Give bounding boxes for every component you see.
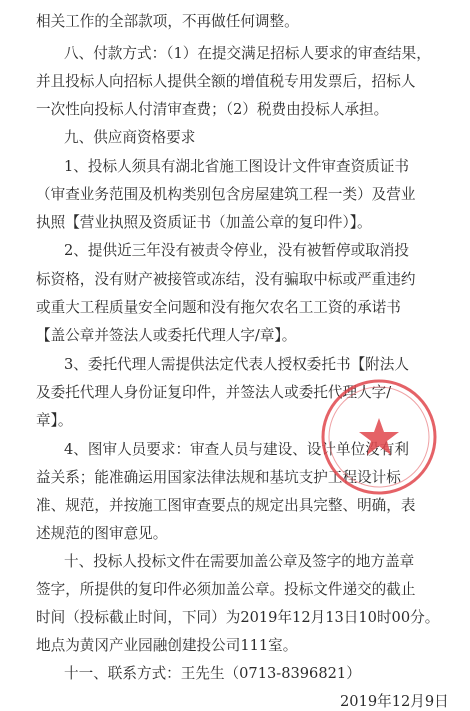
item-2-line: 2、提供近三年没有被责令停业，没有被暂停或取消投 [64, 242, 409, 259]
text-line: 述规范的图审意见。 [36, 525, 168, 542]
text-line: 地点为黄冈产业园融创建投公司111室。 [36, 637, 298, 654]
text-line: 标资格，没有财产被接管或冻结，没有骗取中标或严重违约 [36, 271, 416, 288]
text-line: 或重大工程质量安全问题和没有拖欠农名工工资的承诺书 [36, 299, 401, 316]
text-line: 签字，所提供的复印件必须加盖公章。投标文件递交的截止 [36, 581, 416, 598]
text-line: （审查业务范围及机构类别包含房屋建筑工程一类）及营业 [36, 186, 416, 203]
company-seal-icon [318, 376, 440, 498]
text-line: 益关系；能准确运用国家法律法规和基坑支护工程设计标 [36, 469, 401, 486]
text-line: 【盖公章并签法人或委托代理人字/章】。 [36, 327, 297, 344]
text-line: 执照【营业执照及资质证书（加盖公章的复印件）】。 [36, 214, 372, 231]
section-11-contact: 十一、联系方式：王先生（0713-8396821） [64, 665, 361, 682]
text-line: 并且投标人向招标人提供全额的增值税专用发票后，招标人 [36, 73, 416, 90]
section-10-heading: 十、投标人投标文件在需要加盖公章及签字的地方盖章 [64, 553, 415, 570]
section-9-heading: 九、供应商资格要求 [64, 129, 196, 146]
section-8-heading: 八、付款方式：（1）在提交满足招标人要求的审查结果， [64, 45, 431, 62]
text-line: 时间（投标截止时间，下同）为2019年12月13日10时00分。 [36, 609, 440, 626]
item-3-line: 3、委托代理人需提供法定代表人授权委托书【附法人 [64, 356, 409, 373]
document-date: 2019年12月9日 [340, 693, 449, 710]
item-4-line: 4、图审人员要求：审查人员与建设、设计单位没有利 [64, 441, 409, 458]
text-line: 相关工作的全部款项，不再做任何调整。 [36, 13, 299, 30]
item-1-line: 1、投标人须具有湖北省施工图设计文件审查资质证书 [64, 158, 409, 175]
text-line: 一次性向投标人付清审查费；（2）税费由投标人承担。 [36, 101, 389, 118]
text-line: 准、规范，并按施工图审查要点的规定出具完整、明确，表 [36, 497, 416, 514]
text-line: 及委托代理人身份证复印件，并签法人或委托代理人字/ [36, 384, 392, 401]
text-line: 章】。 [36, 412, 73, 429]
